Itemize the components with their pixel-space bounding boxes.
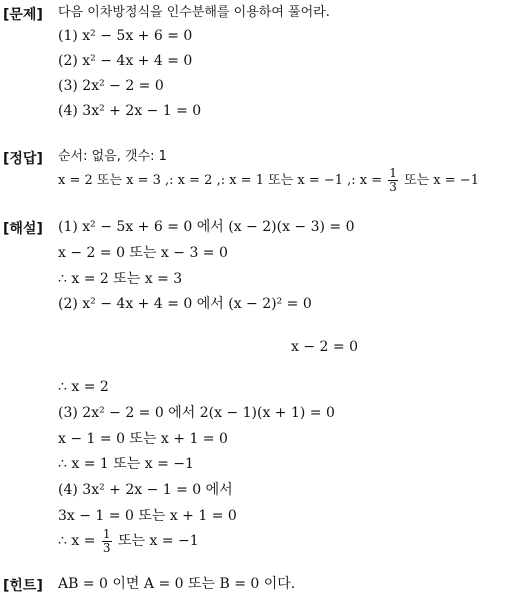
solution-line-1: (1) x² − 5x + 6 = 0 에서 (x − 2)(x − 3) = 0 xyxy=(58,219,355,235)
answer-fraction-denominator: 3 xyxy=(389,180,397,194)
answer-line xyxy=(58,163,479,199)
problem-item-2: (2) x² − 4x + 4 = 0 xyxy=(58,53,193,69)
solution-last-prefix: ∴ x = xyxy=(58,533,96,549)
answer-fraction-numerator: 1 xyxy=(389,166,397,180)
solution-line-6: ∴ x = 2 xyxy=(58,379,109,395)
answer-line-prefix: x = 2 또는 x = 3 ,: x = 2 ,: x = 1 또는 x = −1 ,: x = xyxy=(58,173,383,188)
hint-tag: [힌트] xyxy=(3,578,43,594)
problem-item-1: (1) x² − 5x + 6 = 0 xyxy=(58,28,193,44)
solution-line-4: (2) x² − 4x + 4 = 0 에서 (x − 2)² = 0 xyxy=(58,296,312,312)
solution-last-fraction-denominator: 3 xyxy=(102,540,111,555)
answer-meta: 순서: 없음, 갯수: 1 xyxy=(58,149,167,164)
solution-line-10: (4) 3x² + 2x − 1 = 0 에서 xyxy=(58,482,233,498)
solution-tag: [해설] xyxy=(3,221,43,237)
solution-line-12 xyxy=(58,523,199,559)
solution-last-suffix: 또는 x = −1 xyxy=(117,533,199,549)
solution-last-fraction xyxy=(102,528,112,555)
solution-line-7: (3) 2x² − 2 = 0 에서 2(x − 1)(x + 1) = 0 xyxy=(58,405,335,421)
hint-text: AB = 0 이면 A = 0 또는 B = 0 이다. xyxy=(58,576,296,592)
problem-instruction: 다음 이차방정식을 인수분해를 이용하여 풀어라. xyxy=(58,5,330,20)
problem-item-4: (4) 3x² + 2x − 1 = 0 xyxy=(58,103,202,119)
answer-fraction xyxy=(388,167,398,194)
answer-line-suffix: 또는 x = −1 xyxy=(404,173,479,188)
solution-line-8: x − 1 = 0 또는 x + 1 = 0 xyxy=(58,431,228,447)
solution-line-11: 3x − 1 = 0 또는 x + 1 = 0 xyxy=(58,508,237,524)
answer-tag: [정답] xyxy=(3,151,43,167)
solution-line-2: x − 2 = 0 또는 x − 3 = 0 xyxy=(58,245,228,261)
solution-line-3: ∴ x = 2 또는 x = 3 xyxy=(58,271,183,287)
problem-item-3: (3) 2x² − 2 = 0 xyxy=(58,78,164,94)
problem-tag: [문제] xyxy=(3,7,43,23)
solution-line-9: ∴ x = 1 또는 x = −1 xyxy=(58,456,194,472)
solution-line-5-centered: x − 2 = 0 xyxy=(291,339,358,355)
solution-last-fraction-numerator: 1 xyxy=(102,526,111,541)
